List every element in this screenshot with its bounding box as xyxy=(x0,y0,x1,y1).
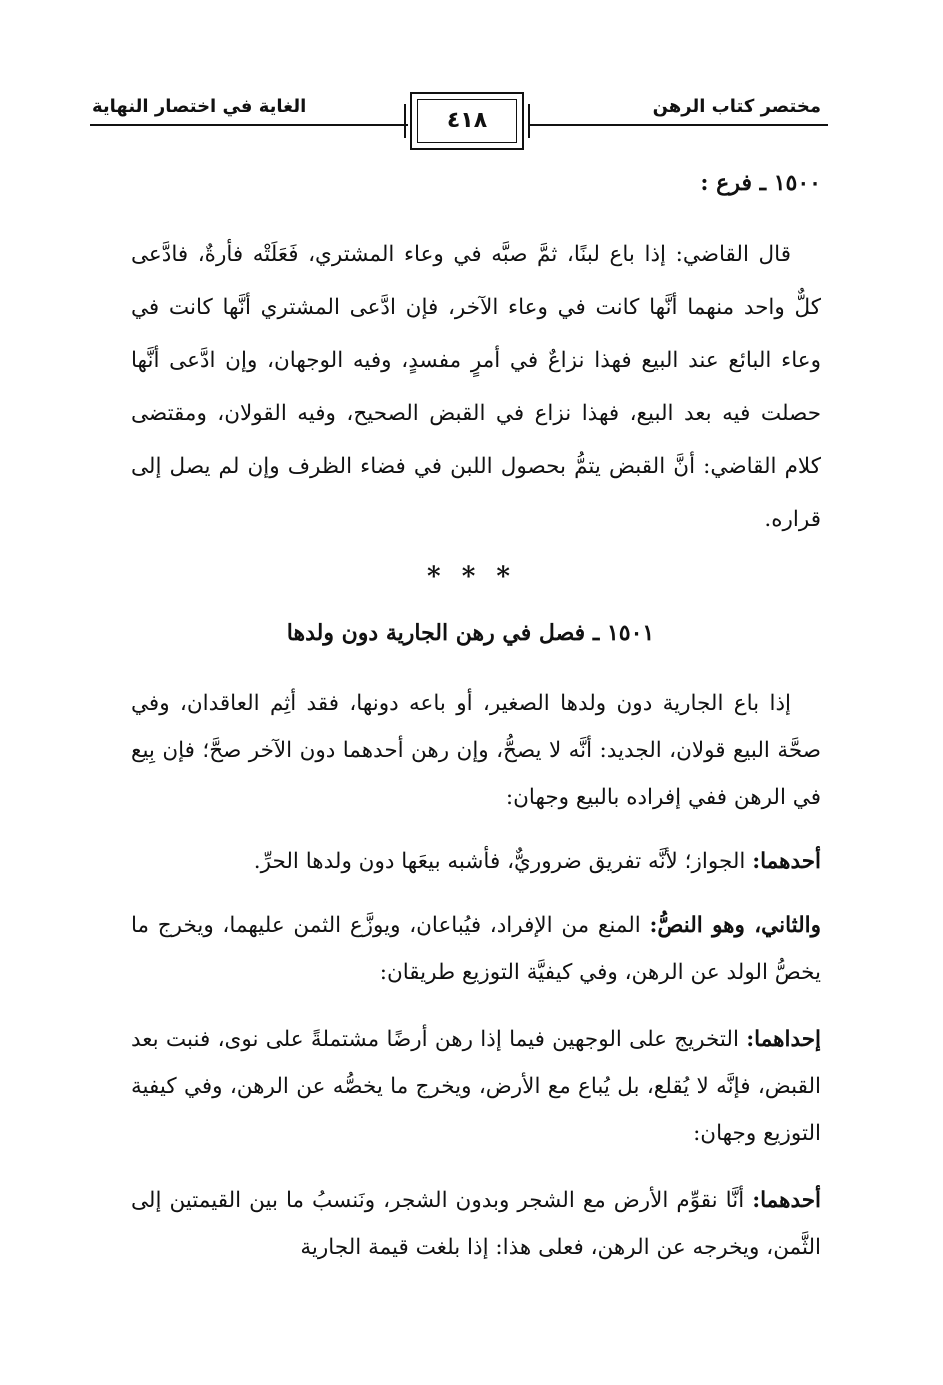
first-view-text: الجواز؛ لأنَّه تفريق ضروريٌّ، فأشبه بيعَها دون ولدها الحرِّ. xyxy=(253,849,753,874)
first-way-first-view-text: أنَّا نقوِّم الأرض مع الشجر وبدون الشجر، ونَنسبُ ما بين القيمتين إلى الثَّمن، ويخرجه عن الرهن، فعلى هذا: إذا بلغت قيمة الجارية xyxy=(131,1188,821,1260)
second-view-label: والثاني، وهو النصُّ: xyxy=(649,913,822,938)
page-number: ٤١٨ xyxy=(446,108,488,133)
running-title-chapter: مختصر كتاب الرهن xyxy=(652,96,821,117)
paragraph-1500: قال القاضي: إذا باع لبنًا، ثمَّ صبَّه في وعاء المشتري، فَعَلَتْه فأرةٌ، فادَّعى كلٌّ واحد منهما أنَّها كانت في وعاء الآخر، فإن ادَّعى المشتري أنَّها كانت في وعاء البائع عند البيع فهذا نزاعٌ في أمرٍ مفسدٍ، وفيه الوجهان، وإن ادَّعى أنَّها حصلت فيه بعد البيع، فهذا نزاع في القبض الصحيح، وفيه القولان، ومقتضى كلام القاضي: أنَّ القبض يتمُّ بحصول اللبن في فضاء الظرف وإن لم يصل إلى قراره. xyxy=(131,242,821,532)
page-number-frame xyxy=(410,92,524,150)
header-rule-left xyxy=(90,124,408,126)
paragraph-second-view xyxy=(131,902,821,996)
section-heading-1500: ١٥٠٠ ـ فرع : xyxy=(700,170,821,196)
section-heading-1501: ١٥٠١ ـ فصل في رهن الجارية دون ولدها xyxy=(286,620,655,646)
first-way-first-view-label: أحدهما: xyxy=(752,1188,821,1213)
first-way-label: إحداهما: xyxy=(746,1027,821,1052)
running-title-book: الغاية في اختصار النهاية xyxy=(92,96,307,117)
paragraph-first-way xyxy=(131,1016,821,1157)
paragraph-first-way-first-view xyxy=(131,1177,821,1271)
section-separator: * * * xyxy=(427,562,516,592)
first-way-text: التخريج على الوجهين فيما إذا رهن أرضًا مشتملةً على نوى، فنبت بعد القبض، فإنَّه لا يُقلع، بل يُباع مع الأرض، ويخرج ما يخصُّه عن الرهن، وفي كيفية التوزيع وجهان: xyxy=(131,1027,821,1146)
paragraph-first-view xyxy=(131,838,821,885)
second-view-text: المنع من الإفراد، فيُباعان، ويوزَّع الثمن عليهما، ويخرج ما يخصُّ الولد عن الرهن، وفي كيفيَّة التوزيع طريقان: xyxy=(131,913,821,985)
header-rule-right xyxy=(528,124,828,126)
paragraph-1501-intro: إذا باع الجارية دون ولدها الصغير، أو باعه دونها، فقد أثِم العاقدان، وفي صحَّة البيع قولان، الجديد: أنَّه لا يصحُّ، وإن رهن أحدهما دون الآخر صحَّ؛ فإن بِيع في الرهن ففي إفراده بالبيع وجهان: xyxy=(131,691,821,810)
first-view-label: أحدهما: xyxy=(752,849,821,874)
